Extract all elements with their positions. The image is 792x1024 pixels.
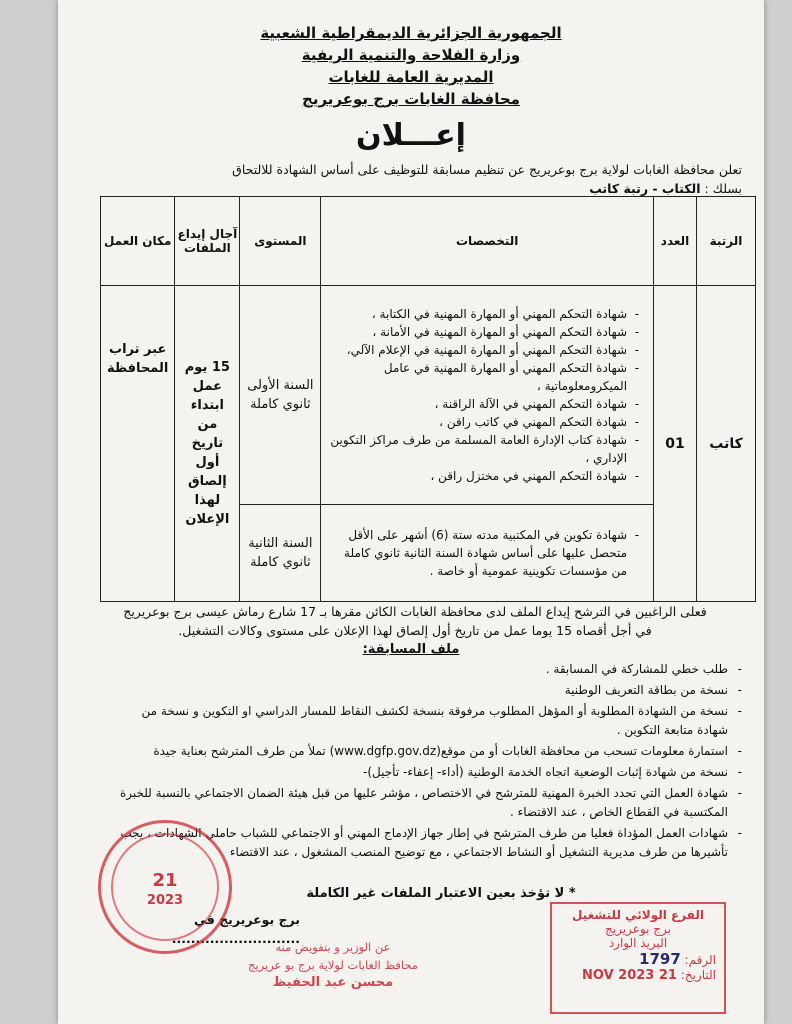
file-requirements-list <box>110 660 742 862</box>
document-page <box>58 0 764 1024</box>
stamp-office: الفرع الولائي للتشغيل <box>572 908 704 922</box>
stamp-number-row <box>552 950 724 968</box>
header-ministry: وزارة الفلاحة والتنمية الريفية <box>301 46 521 64</box>
list-item: - استمارة معلومات تسحب من محافظة الغابات أو من موقع(www.dgfp.gov.dz) تملأ من طرف المترشح بعناية جيدة <box>110 742 742 761</box>
document-header <box>58 22 764 110</box>
header-rank: الرتبة <box>697 197 756 286</box>
cell-rank: كاتب <box>697 286 756 602</box>
list-item: - شهادة التحكم المهني أو المهارة المهنية في الأمانة ، <box>325 323 639 341</box>
list-item: - شهادات العمل المؤداة فعليا من طرف المترشح في إطار جهاز الإدماج المهني أو الاجتماعي للشباب حاملي الشهادات ، يجب تأشيرها من طرف مديرية التشغيل أو النشاط الاجتماعي ، مع توضيح المنصب المشغول ، عند الاقتضاء <box>110 824 742 862</box>
list-item: - نسخة من شهادة إثبات الوضعية اتجاه الخدمة الوطنية (أداء- إعفاء- تأجيل)- <box>110 763 742 782</box>
table-row <box>101 286 756 505</box>
cell-level-1: السنة الأولى ثانوي كاملة <box>240 286 321 505</box>
list-item: - نسخة من بطاقة التعريف الوطنية <box>110 681 742 700</box>
header-deadline: آجال إيداع الملفات <box>175 197 240 286</box>
list-item: - شهادة العمل التي تحدد الخبرة المهنية للمترشح في الاختصاص ، مؤشر عليها من قبل هيئة الضمان الاجتماعي بالنسبة للخبرة المكتسبة في القطاع الخاص ، عند الاقتضاء . <box>110 784 742 822</box>
stamp-date: 21 NOV 2023 <box>581 968 677 983</box>
intro-corps-label: بسلك : <box>704 181 742 196</box>
cell-specialties-1 <box>321 286 654 505</box>
list-item: - شهادة كتاب الإدارة العامة المسلمة من طرف مراكز التكوين الإداري ، <box>325 431 639 467</box>
cell-level-2: السنة الثانية ثانوي كاملة <box>240 505 321 602</box>
stamp-number: 1797 <box>639 950 681 968</box>
cell-deadline: 15 يوم عمل ابتداء من تاريخ أول إلصاق لهذا الإعلان <box>175 286 240 602</box>
header-workplace: مكان العمل <box>101 197 175 286</box>
header-republic: الجمهورية الجزائرية الديمقراطية الشعبية <box>260 24 562 42</box>
cell-count: 01 <box>654 286 697 602</box>
header-count: العدد <box>654 197 697 286</box>
list-item: - شهادة التحكم المهني في مختزل راقن ، <box>325 467 639 485</box>
list-item: - شهادة التحكم المهني أو المهارة المهنية في الإعلام الآلي، <box>325 341 639 359</box>
header-specialties: التخصصات <box>321 197 654 286</box>
stamp-mail: البريد الوارد <box>608 936 668 950</box>
deposit-line-2: في أجل أقصاه 15 يوما عمل من تاريخ أول إلصاق لهذا الإعلان على مستوى وكالات التشغيل. <box>178 623 652 638</box>
place-and-date: برج بوعريريج في ........................... <box>171 912 300 946</box>
stamp-date-label: التاريخ: <box>680 968 716 982</box>
table-header-row <box>101 197 756 286</box>
list-item: - طلب خطي للمشاركة في المسابقة . <box>110 660 742 679</box>
list-item: - شهادة التحكم المهني في كاتب راقن ، <box>325 413 639 431</box>
stamp-date-day: 21 <box>152 870 178 891</box>
cell-workplace: عبر تراب المحافظة <box>101 286 175 602</box>
list-item: - شهادة التحكم المهني أو المهارة المهنية في عامل الميكرومعلوماتية ، <box>325 359 639 395</box>
header-directorate: المديرية العامة للغابات <box>328 68 494 86</box>
positions-table <box>100 196 756 602</box>
stamp-date-year: 2023 <box>146 893 184 908</box>
signature-block <box>238 938 428 1008</box>
stamp-number-label: الرقم: <box>684 953 716 967</box>
intro-line-1: تعلن محافظة الغابات لولاية برج بوعريريج عن تنظيم مسابقة للتوظيف على أساس الشهادة للالتحاق <box>232 162 742 177</box>
deposit-line-1: فعلى الراغبين في الترشح إيداع الملف لدى محافظة الغابات الكائن مقرها بـ 17 شارع رماش عيسى برج بوعريريج <box>123 604 707 619</box>
signature-delegation: عن الوزير و بتفويض منه <box>275 940 391 954</box>
header-level: المستوى <box>240 197 321 286</box>
intro-corps-value: الكتاب - رتبة كاتب <box>589 181 701 196</box>
cell-specialties-2 <box>321 505 654 602</box>
file-section-title: ملف المسابقة: <box>362 642 460 657</box>
incomplete-files-note: * لا تؤخذ بعين الاعتبار الملفات غير الكاملة <box>306 886 576 901</box>
official-round-stamp <box>98 820 232 954</box>
list-item: - شهادة تكوين في المكتبية مدته ستة (6) أشهر على الأقل متحصل عليها على أساس شهادة السنة الثانية ثانوي كاملة من مؤسسات تكوينية عمومية أو خاصة . <box>325 526 639 580</box>
intro-text <box>98 160 742 198</box>
list-item: - شهادة التحكم المهني في الآلة الراقنة ، <box>325 395 639 413</box>
signature-title: محافظ الغابات لولاية برج بو عريريج <box>248 958 418 972</box>
list-item: - نسخة من الشهادة المطلوبة أو المؤهل المطلوب مرفوقة بنسخة لكشف النقاط للمسار الدراسي او التكوين و نسخة من شهادة متابعة التكوين . <box>110 702 742 740</box>
header-conservation: محافظة الغابات برج بوعريريج <box>302 90 520 108</box>
specialties-list-1 <box>321 305 653 485</box>
deposit-instructions <box>88 602 742 640</box>
stamp-date-row <box>552 968 724 983</box>
announcement-title: إعـــلان <box>356 118 466 153</box>
stamp-city: برج بوعريريج <box>605 922 671 936</box>
employment-office-stamp <box>550 902 726 1014</box>
signature-name: محسن عبد الحفيظ <box>272 975 394 990</box>
specialties-list-2 <box>321 526 653 580</box>
list-item: - شهادة التحكم المهني أو المهارة المهنية في الكتابة ، <box>325 305 639 323</box>
